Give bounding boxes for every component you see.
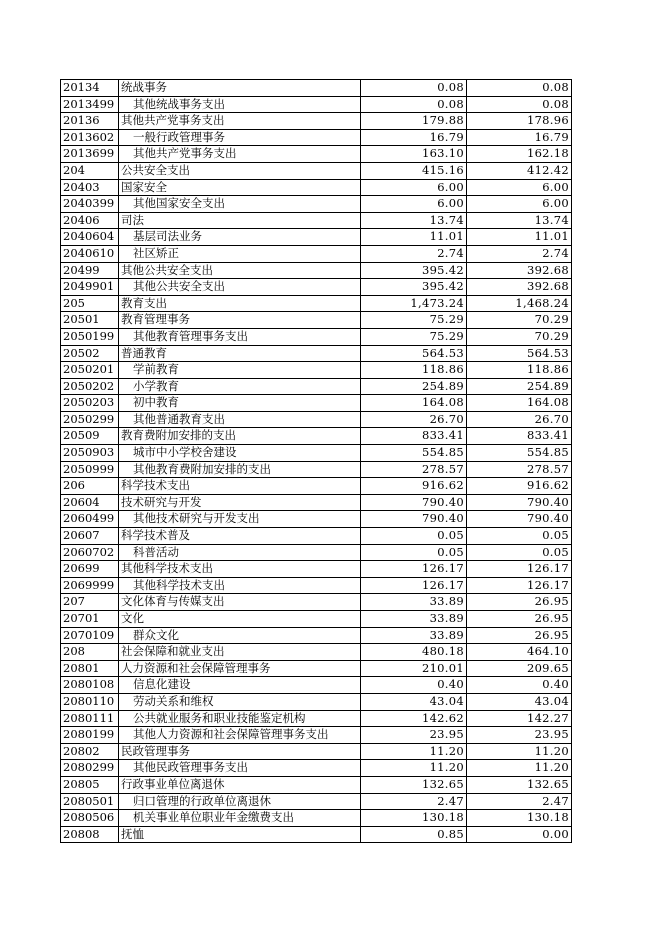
amount-cell-1: 833.41 bbox=[361, 428, 467, 445]
amount-cell-2: 790.40 bbox=[467, 511, 572, 528]
account-code-cell: 20406 bbox=[61, 212, 119, 229]
budget-table bbox=[60, 79, 572, 843]
account-code-cell: 2060702 bbox=[61, 544, 119, 561]
account-name-cell: 机关事业单位职业年金缴费支出 bbox=[119, 810, 361, 827]
account-code-cell: 2050202 bbox=[61, 378, 119, 395]
amount-cell-1: 2.47 bbox=[361, 793, 467, 810]
account-code-cell: 20134 bbox=[61, 80, 119, 97]
table-row bbox=[61, 710, 572, 727]
amount-cell-2: 554.85 bbox=[467, 445, 572, 462]
account-name-cell: 其他技术研究与开发支出 bbox=[119, 511, 361, 528]
account-name-cell: 科学技术普及 bbox=[119, 528, 361, 545]
account-code-cell: 20499 bbox=[61, 262, 119, 279]
table-row bbox=[61, 776, 572, 793]
account-code-cell: 2080299 bbox=[61, 760, 119, 777]
table-row bbox=[61, 80, 572, 97]
amount-cell-2: 0.08 bbox=[467, 80, 572, 97]
account-name-cell: 学前教育 bbox=[119, 362, 361, 379]
amount-cell-2: 178.96 bbox=[467, 113, 572, 130]
account-code-cell: 2013699 bbox=[61, 146, 119, 163]
account-name-cell: 群众文化 bbox=[119, 627, 361, 644]
amount-cell-2: 26.95 bbox=[467, 627, 572, 644]
account-name-cell: 科普活动 bbox=[119, 544, 361, 561]
table-row bbox=[61, 743, 572, 760]
amount-cell-1: 33.89 bbox=[361, 627, 467, 644]
table-row bbox=[61, 544, 572, 561]
table-row bbox=[61, 528, 572, 545]
account-code-cell: 20136 bbox=[61, 113, 119, 130]
account-code-cell: 2040399 bbox=[61, 196, 119, 213]
table-row bbox=[61, 760, 572, 777]
amount-cell-1: 415.16 bbox=[361, 162, 467, 179]
account-name-cell: 其他公共安全支出 bbox=[119, 262, 361, 279]
account-name-cell: 统战事务 bbox=[119, 80, 361, 97]
account-name-cell: 其他普通教育支出 bbox=[119, 411, 361, 428]
amount-cell-1: 179.88 bbox=[361, 113, 467, 130]
account-name-cell: 教育费附加安排的支出 bbox=[119, 428, 361, 445]
account-code-cell: 2040610 bbox=[61, 245, 119, 262]
account-code-cell: 2080501 bbox=[61, 793, 119, 810]
amount-cell-2: 464.10 bbox=[467, 644, 572, 661]
account-name-cell: 其他共产党事务支出 bbox=[119, 146, 361, 163]
account-name-cell: 其他民政管理事务支出 bbox=[119, 760, 361, 777]
table-row bbox=[61, 179, 572, 196]
amount-cell-2: 13.74 bbox=[467, 212, 572, 229]
account-code-cell: 20699 bbox=[61, 561, 119, 578]
amount-cell-1: 480.18 bbox=[361, 644, 467, 661]
amount-cell-1: 210.01 bbox=[361, 660, 467, 677]
amount-cell-1: 0.40 bbox=[361, 677, 467, 694]
amount-cell-2: 916.62 bbox=[467, 478, 572, 495]
amount-cell-1: 126.17 bbox=[361, 577, 467, 594]
amount-cell-2: 162.18 bbox=[467, 146, 572, 163]
account-code-cell: 2040604 bbox=[61, 229, 119, 246]
amount-cell-1: 395.42 bbox=[361, 279, 467, 296]
table-row bbox=[61, 113, 572, 130]
table-row bbox=[61, 826, 572, 843]
account-name-cell: 其他统战事务支出 bbox=[119, 96, 361, 113]
amount-cell-1: 75.29 bbox=[361, 328, 467, 345]
account-name-cell: 国家安全 bbox=[119, 179, 361, 196]
table-row bbox=[61, 594, 572, 611]
amount-cell-2: 2.74 bbox=[467, 245, 572, 262]
table-row bbox=[61, 561, 572, 578]
account-code-cell: 2013602 bbox=[61, 129, 119, 146]
account-name-cell: 社会保障和就业支出 bbox=[119, 644, 361, 661]
amount-cell-1: 554.85 bbox=[361, 445, 467, 462]
table-row bbox=[61, 96, 572, 113]
table-row bbox=[61, 644, 572, 661]
account-name-cell: 公共就业服务和职业技能鉴定机构 bbox=[119, 710, 361, 727]
account-code-cell: 20808 bbox=[61, 826, 119, 843]
amount-cell-2: 164.08 bbox=[467, 395, 572, 412]
amount-cell-2: 142.27 bbox=[467, 710, 572, 727]
account-code-cell: 2050199 bbox=[61, 328, 119, 345]
account-name-cell: 其他教育费附加安排的支出 bbox=[119, 461, 361, 478]
account-code-cell: 2050299 bbox=[61, 411, 119, 428]
amount-cell-1: 33.89 bbox=[361, 594, 467, 611]
table-row bbox=[61, 478, 572, 495]
amount-cell-2: 26.70 bbox=[467, 411, 572, 428]
amount-cell-2: 392.68 bbox=[467, 262, 572, 279]
account-code-cell: 2080108 bbox=[61, 677, 119, 694]
amount-cell-1: 43.04 bbox=[361, 693, 467, 710]
amount-cell-1: 0.85 bbox=[361, 826, 467, 843]
account-name-cell: 其他科学技术支出 bbox=[119, 561, 361, 578]
amount-cell-1: 278.57 bbox=[361, 461, 467, 478]
table-row bbox=[61, 660, 572, 677]
account-name-cell: 人力资源和社会保障管理事务 bbox=[119, 660, 361, 677]
account-code-cell: 208 bbox=[61, 644, 119, 661]
amount-cell-2: 0.40 bbox=[467, 677, 572, 694]
amount-cell-1: 254.89 bbox=[361, 378, 467, 395]
amount-cell-1: 0.05 bbox=[361, 544, 467, 561]
amount-cell-1: 11.20 bbox=[361, 743, 467, 760]
account-name-cell: 其他科学技术支出 bbox=[119, 577, 361, 594]
account-code-cell: 2050203 bbox=[61, 395, 119, 412]
account-code-cell: 20801 bbox=[61, 660, 119, 677]
amount-cell-2: 43.04 bbox=[467, 693, 572, 710]
table-row bbox=[61, 677, 572, 694]
table-row bbox=[61, 810, 572, 827]
account-code-cell: 20509 bbox=[61, 428, 119, 445]
table-row bbox=[61, 279, 572, 296]
table-row bbox=[61, 577, 572, 594]
table-row bbox=[61, 411, 572, 428]
account-code-cell: 20502 bbox=[61, 345, 119, 362]
account-name-cell: 教育支出 bbox=[119, 295, 361, 312]
table-row bbox=[61, 146, 572, 163]
account-name-cell: 其他人力资源和社会保障管理事务支出 bbox=[119, 727, 361, 744]
table-row bbox=[61, 727, 572, 744]
account-name-cell: 小学教育 bbox=[119, 378, 361, 395]
amount-cell-1: 23.95 bbox=[361, 727, 467, 744]
amount-cell-2: 70.29 bbox=[467, 328, 572, 345]
account-name-cell: 文化体育与传媒支出 bbox=[119, 594, 361, 611]
amount-cell-2: 0.08 bbox=[467, 96, 572, 113]
amount-cell-1: 164.08 bbox=[361, 395, 467, 412]
table-row bbox=[61, 378, 572, 395]
account-name-cell: 公共安全支出 bbox=[119, 162, 361, 179]
account-code-cell: 204 bbox=[61, 162, 119, 179]
table-row bbox=[61, 295, 572, 312]
table-row bbox=[61, 693, 572, 710]
amount-cell-1: 163.10 bbox=[361, 146, 467, 163]
account-name-cell: 行政事业单位离退休 bbox=[119, 776, 361, 793]
amount-cell-2: 833.41 bbox=[467, 428, 572, 445]
table-row bbox=[61, 461, 572, 478]
amount-cell-1: 395.42 bbox=[361, 262, 467, 279]
amount-cell-2: 23.95 bbox=[467, 727, 572, 744]
table-row bbox=[61, 362, 572, 379]
amount-cell-1: 33.89 bbox=[361, 611, 467, 628]
amount-cell-2: 6.00 bbox=[467, 196, 572, 213]
amount-cell-1: 564.53 bbox=[361, 345, 467, 362]
table-row bbox=[61, 395, 572, 412]
account-code-cell: 20701 bbox=[61, 611, 119, 628]
account-name-cell: 一般行政管理事务 bbox=[119, 129, 361, 146]
amount-cell-1: 126.17 bbox=[361, 561, 467, 578]
amount-cell-2: 70.29 bbox=[467, 312, 572, 329]
amount-cell-1: 2.74 bbox=[361, 245, 467, 262]
table-row bbox=[61, 428, 572, 445]
amount-cell-2: 26.95 bbox=[467, 594, 572, 611]
budget-table-body bbox=[61, 80, 572, 843]
account-name-cell: 归口管理的行政单位离退休 bbox=[119, 793, 361, 810]
amount-cell-1: 0.05 bbox=[361, 528, 467, 545]
account-name-cell: 初中教育 bbox=[119, 395, 361, 412]
account-code-cell: 20802 bbox=[61, 743, 119, 760]
amount-cell-1: 13.74 bbox=[361, 212, 467, 229]
account-name-cell: 文化 bbox=[119, 611, 361, 628]
account-name-cell: 其他共产党事务支出 bbox=[119, 113, 361, 130]
account-code-cell: 205 bbox=[61, 295, 119, 312]
account-code-cell: 207 bbox=[61, 594, 119, 611]
amount-cell-2: 0.05 bbox=[467, 544, 572, 561]
amount-cell-2: 209.65 bbox=[467, 660, 572, 677]
amount-cell-1: 130.18 bbox=[361, 810, 467, 827]
account-code-cell: 2049901 bbox=[61, 279, 119, 296]
amount-cell-2: 2.47 bbox=[467, 793, 572, 810]
account-code-cell: 206 bbox=[61, 478, 119, 495]
amount-cell-1: 0.08 bbox=[361, 96, 467, 113]
amount-cell-2: 392.68 bbox=[467, 279, 572, 296]
account-code-cell: 20805 bbox=[61, 776, 119, 793]
account-name-cell: 其他教育管理事务支出 bbox=[119, 328, 361, 345]
account-code-cell: 2050903 bbox=[61, 445, 119, 462]
account-code-cell: 2080110 bbox=[61, 693, 119, 710]
amount-cell-2: 564.53 bbox=[467, 345, 572, 362]
table-row bbox=[61, 345, 572, 362]
amount-cell-2: 11.20 bbox=[467, 760, 572, 777]
table-row bbox=[61, 212, 572, 229]
amount-cell-1: 790.40 bbox=[361, 494, 467, 511]
table-row bbox=[61, 312, 572, 329]
account-name-cell: 基层司法业务 bbox=[119, 229, 361, 246]
table-row bbox=[61, 196, 572, 213]
amount-cell-2: 26.95 bbox=[467, 611, 572, 628]
amount-cell-2: 790.40 bbox=[467, 494, 572, 511]
account-name-cell: 抚恤 bbox=[119, 826, 361, 843]
account-code-cell: 2070109 bbox=[61, 627, 119, 644]
account-name-cell: 普通教育 bbox=[119, 345, 361, 362]
amount-cell-1: 0.08 bbox=[361, 80, 467, 97]
account-name-cell: 其他公共安全支出 bbox=[119, 279, 361, 296]
account-name-cell: 其他国家安全支出 bbox=[119, 196, 361, 213]
table-row bbox=[61, 328, 572, 345]
amount-cell-1: 16.79 bbox=[361, 129, 467, 146]
account-name-cell: 信息化建设 bbox=[119, 677, 361, 694]
amount-cell-1: 6.00 bbox=[361, 179, 467, 196]
table-row bbox=[61, 262, 572, 279]
table-row bbox=[61, 511, 572, 528]
account-name-cell: 司法 bbox=[119, 212, 361, 229]
amount-cell-2: 0.00 bbox=[467, 826, 572, 843]
account-name-cell: 城市中小学校舍建设 bbox=[119, 445, 361, 462]
account-name-cell: 技术研究与开发 bbox=[119, 494, 361, 511]
amount-cell-2: 1,468.24 bbox=[467, 295, 572, 312]
amount-cell-1: 790.40 bbox=[361, 511, 467, 528]
amount-cell-1: 6.00 bbox=[361, 196, 467, 213]
account-code-cell: 2069999 bbox=[61, 577, 119, 594]
amount-cell-1: 11.20 bbox=[361, 760, 467, 777]
account-code-cell: 20604 bbox=[61, 494, 119, 511]
amount-cell-2: 126.17 bbox=[467, 577, 572, 594]
account-code-cell: 2013499 bbox=[61, 96, 119, 113]
amount-cell-2: 16.79 bbox=[467, 129, 572, 146]
table-row bbox=[61, 129, 572, 146]
account-code-cell: 20501 bbox=[61, 312, 119, 329]
amount-cell-2: 118.86 bbox=[467, 362, 572, 379]
amount-cell-2: 130.18 bbox=[467, 810, 572, 827]
account-name-cell: 教育管理事务 bbox=[119, 312, 361, 329]
amount-cell-2: 132.65 bbox=[467, 776, 572, 793]
table-row bbox=[61, 229, 572, 246]
table-row bbox=[61, 611, 572, 628]
amount-cell-2: 254.89 bbox=[467, 378, 572, 395]
account-code-cell: 20403 bbox=[61, 179, 119, 196]
amount-cell-1: 75.29 bbox=[361, 312, 467, 329]
table-row bbox=[61, 162, 572, 179]
table-row bbox=[61, 445, 572, 462]
amount-cell-1: 11.01 bbox=[361, 229, 467, 246]
account-name-cell: 社区矫正 bbox=[119, 245, 361, 262]
table-row bbox=[61, 494, 572, 511]
account-code-cell: 2080111 bbox=[61, 710, 119, 727]
account-code-cell: 2050999 bbox=[61, 461, 119, 478]
amount-cell-2: 126.17 bbox=[467, 561, 572, 578]
amount-cell-2: 278.57 bbox=[467, 461, 572, 478]
account-name-cell: 劳动关系和维权 bbox=[119, 693, 361, 710]
amount-cell-1: 142.62 bbox=[361, 710, 467, 727]
account-code-cell: 2060499 bbox=[61, 511, 119, 528]
amount-cell-2: 6.00 bbox=[467, 179, 572, 196]
account-code-cell: 20607 bbox=[61, 528, 119, 545]
amount-cell-2: 412.42 bbox=[467, 162, 572, 179]
amount-cell-1: 916.62 bbox=[361, 478, 467, 495]
table-row bbox=[61, 245, 572, 262]
amount-cell-2: 11.01 bbox=[467, 229, 572, 246]
amount-cell-2: 0.05 bbox=[467, 528, 572, 545]
amount-cell-2: 11.20 bbox=[467, 743, 572, 760]
amount-cell-1: 1,473.24 bbox=[361, 295, 467, 312]
account-name-cell: 民政管理事务 bbox=[119, 743, 361, 760]
table-row bbox=[61, 793, 572, 810]
account-name-cell: 科学技术支出 bbox=[119, 478, 361, 495]
amount-cell-1: 118.86 bbox=[361, 362, 467, 379]
amount-cell-1: 26.70 bbox=[361, 411, 467, 428]
account-code-cell: 2080199 bbox=[61, 727, 119, 744]
account-code-cell: 2080506 bbox=[61, 810, 119, 827]
account-code-cell: 2050201 bbox=[61, 362, 119, 379]
amount-cell-1: 132.65 bbox=[361, 776, 467, 793]
table-row bbox=[61, 627, 572, 644]
